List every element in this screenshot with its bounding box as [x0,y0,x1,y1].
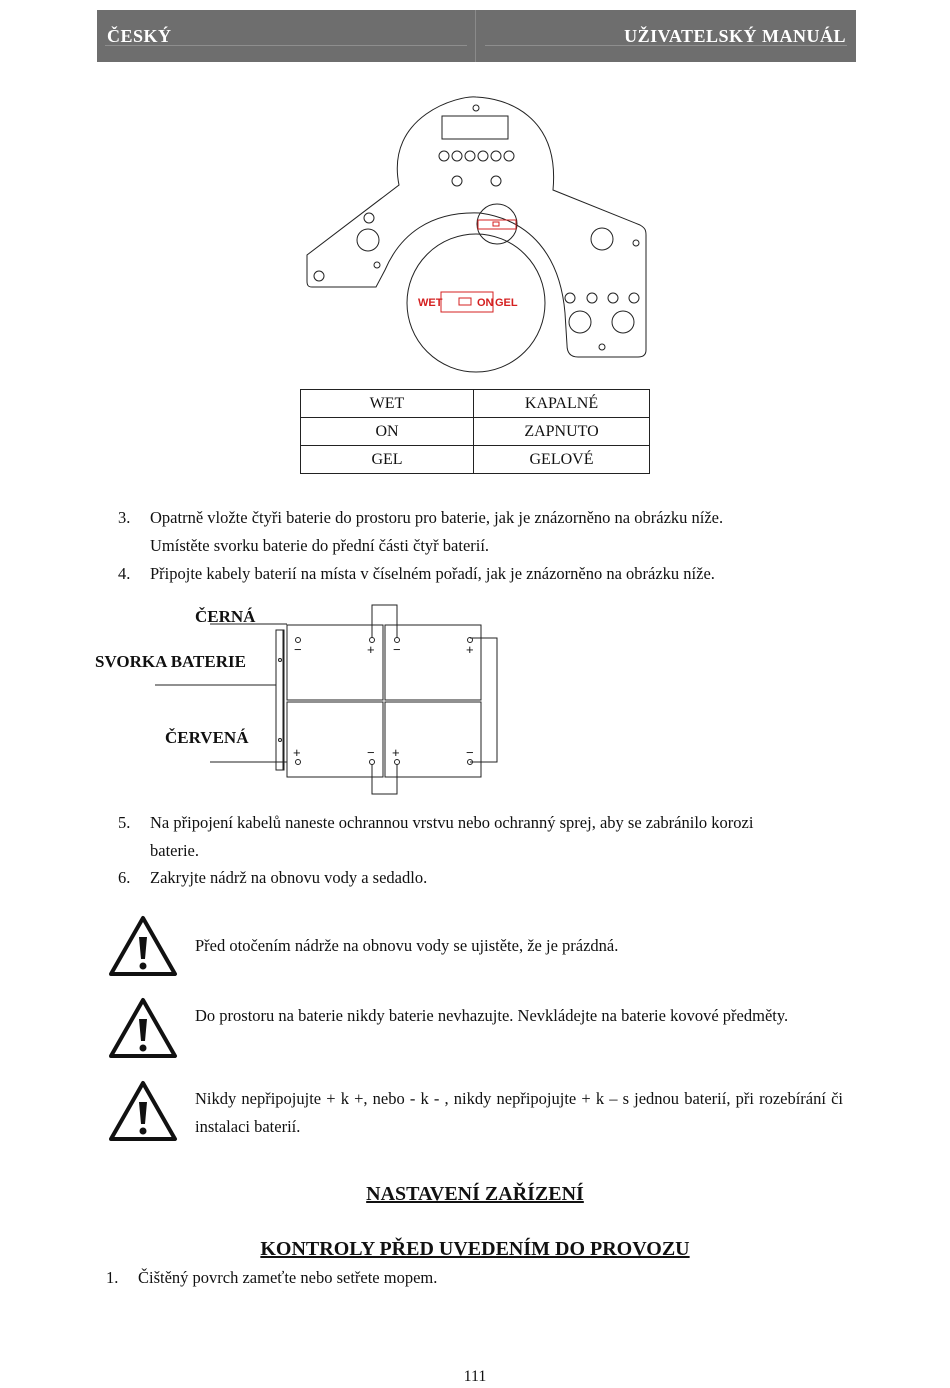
mode-code: ON [301,418,474,446]
plus-sign: + [392,745,400,760]
section-title: NASTAVENÍ ZAŘÍZENÍ [366,1183,584,1205]
plus-sign: + [466,642,474,657]
minus-sign: − [367,745,375,760]
header-divider [475,10,476,62]
warning-text: Do prostoru na baterie nikdy baterie nevhazujte. Nevkládejte na baterie kovové předměty. [195,1006,789,1025]
battery-cell [287,625,383,700]
mode-table [300,389,650,474]
subsection-title: KONTROLY PŘED UVEDENÍM DO PROVOZU [260,1238,690,1260]
switch-gel-label: GEL [495,297,518,309]
mode-meaning: GELOVÉ [474,446,650,474]
battery-cell [385,625,481,700]
table-row [301,418,650,446]
warning-icon [108,1080,178,1142]
warning-text: Nikdy nepřipojujte + k +, nebo - k - , nikdy nepřipojujte + k – s jednou baterií, při rozebírání či instalaci baterií. [195,1089,843,1136]
page-number: 111 [463,1368,487,1385]
mode-meaning: KAPALNÉ [474,390,650,418]
label-black: ČERNÁ [195,607,256,626]
label-clamp: SVORKA BATERIE [95,652,246,671]
mode-meaning: ZAPNUTO [474,418,650,446]
table-row [301,446,650,474]
minus-sign: − [294,642,302,657]
header-language: ČESKÝ [107,26,172,46]
switch-on-label: ON [477,297,494,309]
control-panel-figure [300,95,650,375]
plus-sign: + [293,745,301,760]
warning-icon [108,997,178,1059]
header-manual-title: UŽIVATELSKÝ MANUÁL [624,26,846,46]
label-red: ČERVENÁ [165,728,249,747]
table-row [301,390,650,418]
warning-text: Před otočením nádrže na obnovu vody se ujistěte, že je prázdná. [195,936,619,955]
minus-sign: − [393,642,401,657]
page-header [97,10,856,62]
switch-wet-label: WET [418,297,443,309]
battery-wiring-figure [90,600,510,800]
warning-icon [108,915,178,977]
battery-cell [287,702,383,777]
mode-code: GEL [301,446,474,474]
panel-outline [307,97,646,357]
panel-display [442,116,508,139]
plus-sign: + [367,642,375,657]
minus-sign: − [466,745,474,760]
mode-code: WET [301,390,474,418]
battery-cell [385,702,481,777]
